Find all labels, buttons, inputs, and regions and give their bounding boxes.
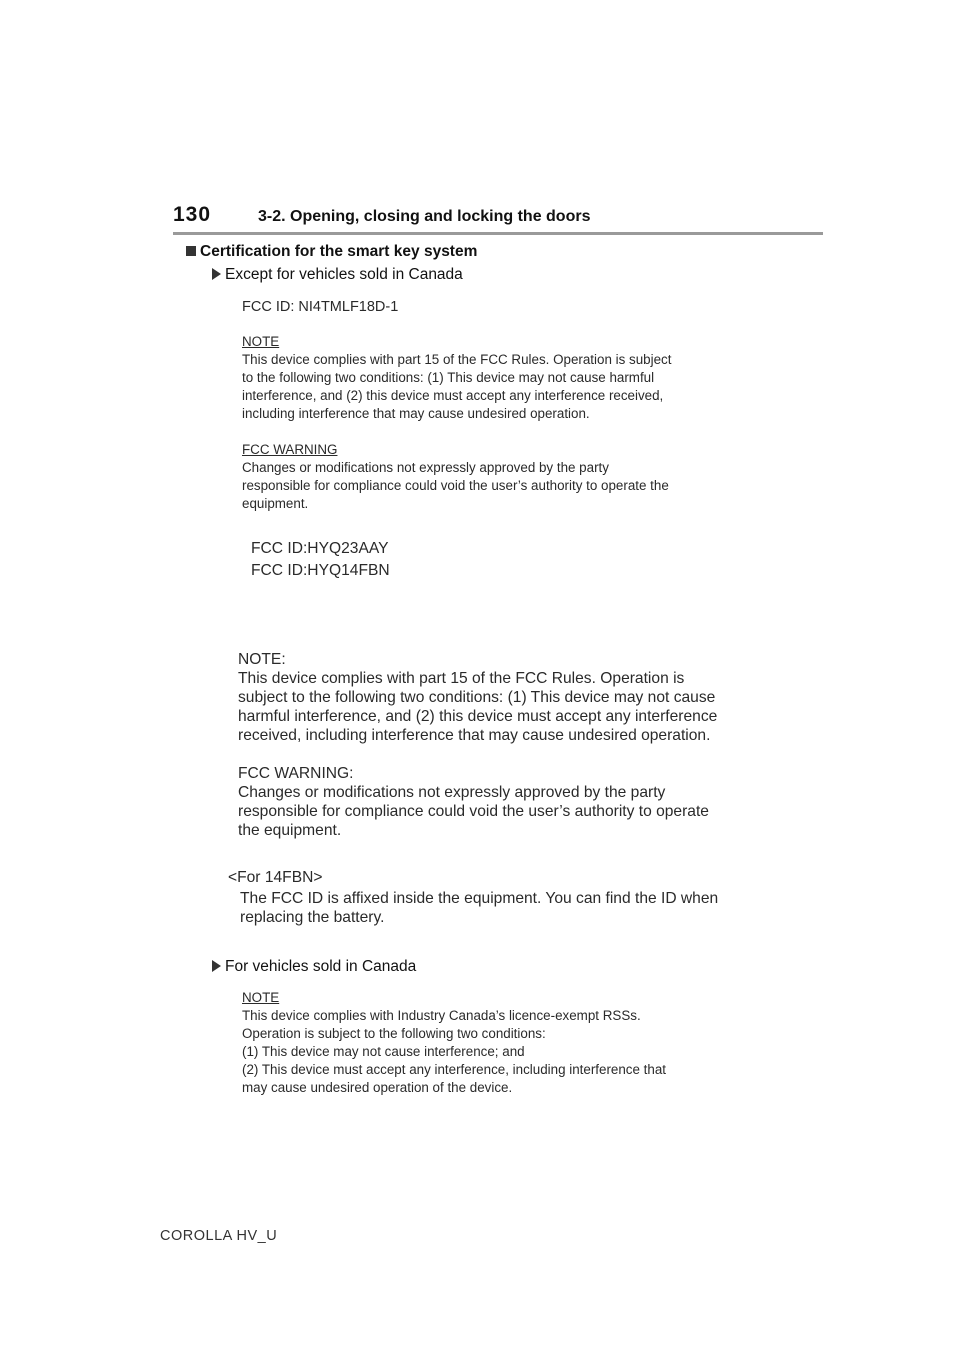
fcc-id-2: FCC ID:HYQ23AAY <box>251 540 389 557</box>
fcc-id-3: FCC ID:HYQ14FBN <box>251 562 390 579</box>
for-14fbn-line: The FCC ID is affixed inside the equipment. You can find the ID when <box>240 890 719 907</box>
section-heading-text: Certification for the smart key system <box>200 243 478 260</box>
canada-note-line: This device complies with Industry Canada’s licence-exempt RSSs. <box>242 1008 641 1023</box>
note-line: received, including interference that may cause undesired operation. <box>238 727 711 744</box>
for-14fbn-label: <For 14FBN> <box>228 869 323 886</box>
triangle-arrow-icon <box>212 268 221 280</box>
fcc-label-block-2 <box>238 650 778 840</box>
page-number: 130 <box>173 203 212 226</box>
canada-vehicles-label <box>212 958 416 976</box>
warning-line: Changes or modifications not expressly approved by the party <box>238 784 666 801</box>
us-vehicles-label <box>212 266 463 284</box>
fcc-id-list <box>251 538 390 582</box>
canada-note-line: Operation is subject to the following two conditions: <box>242 1026 546 1041</box>
square-bullet-icon <box>186 246 196 256</box>
canada-note-line: may cause undesired operation of the device. <box>242 1080 513 1095</box>
triangle-arrow-icon <box>212 960 221 972</box>
section-heading <box>186 243 477 261</box>
warning-line: Changes or modifications not expressly approved by the party <box>242 460 609 475</box>
header-divider <box>173 232 823 235</box>
fcc-id-1: FCC ID: NI4TMLF18D-1 <box>242 299 399 315</box>
fcc-label-block-1 <box>242 298 762 513</box>
canada-note-title: NOTE <box>242 990 280 1005</box>
canada-note-line: (2) This device must accept any interference, including interference that <box>242 1062 667 1077</box>
warning-title-2: FCC WARNING: <box>238 765 354 782</box>
warning-line: responsible for compliance could void the user’s authority to operate the <box>242 478 669 493</box>
note-title-2: NOTE: <box>238 651 286 668</box>
note-line: to the following two conditions: (1) This device may not cause harmful <box>242 370 655 385</box>
note-line: This device complies with part 15 of the FCC Rules. Operation is subject <box>242 352 672 367</box>
for-14fbn-text <box>240 889 780 927</box>
canada-vehicles-label-text: For vehicles sold in Canada <box>225 958 417 975</box>
warning-title-1: FCC WARNING <box>242 442 338 457</box>
note-title-1: NOTE <box>242 334 280 349</box>
warning-line: the equipment. <box>238 822 342 839</box>
note-line: subject to the following two conditions: (1) This device may not cause <box>238 689 716 706</box>
warning-line: responsible for compliance could void the user’s authority to operate <box>238 803 709 820</box>
note-line: This device complies with part 15 of the FCC Rules. Operation is <box>238 670 685 687</box>
note-line: including interference that may cause undesired operation. <box>242 406 590 421</box>
warning-line: equipment. <box>242 496 309 511</box>
canada-note-line: (1) This device may not cause interference; and <box>242 1044 525 1059</box>
canada-label-block <box>242 989 762 1097</box>
note-line: harmful interference, and (2) this device must accept any interference <box>238 708 718 725</box>
document-code: COROLLA HV_U <box>160 1228 278 1244</box>
note-line: interference, and (2) this device must accept any interference received, <box>242 388 664 403</box>
for-14fbn-line: replacing the battery. <box>240 909 385 926</box>
section-title: 3-2. Opening, closing and locking the doors <box>258 208 591 225</box>
us-vehicles-label-text: Except for vehicles sold in Canada <box>225 266 463 283</box>
